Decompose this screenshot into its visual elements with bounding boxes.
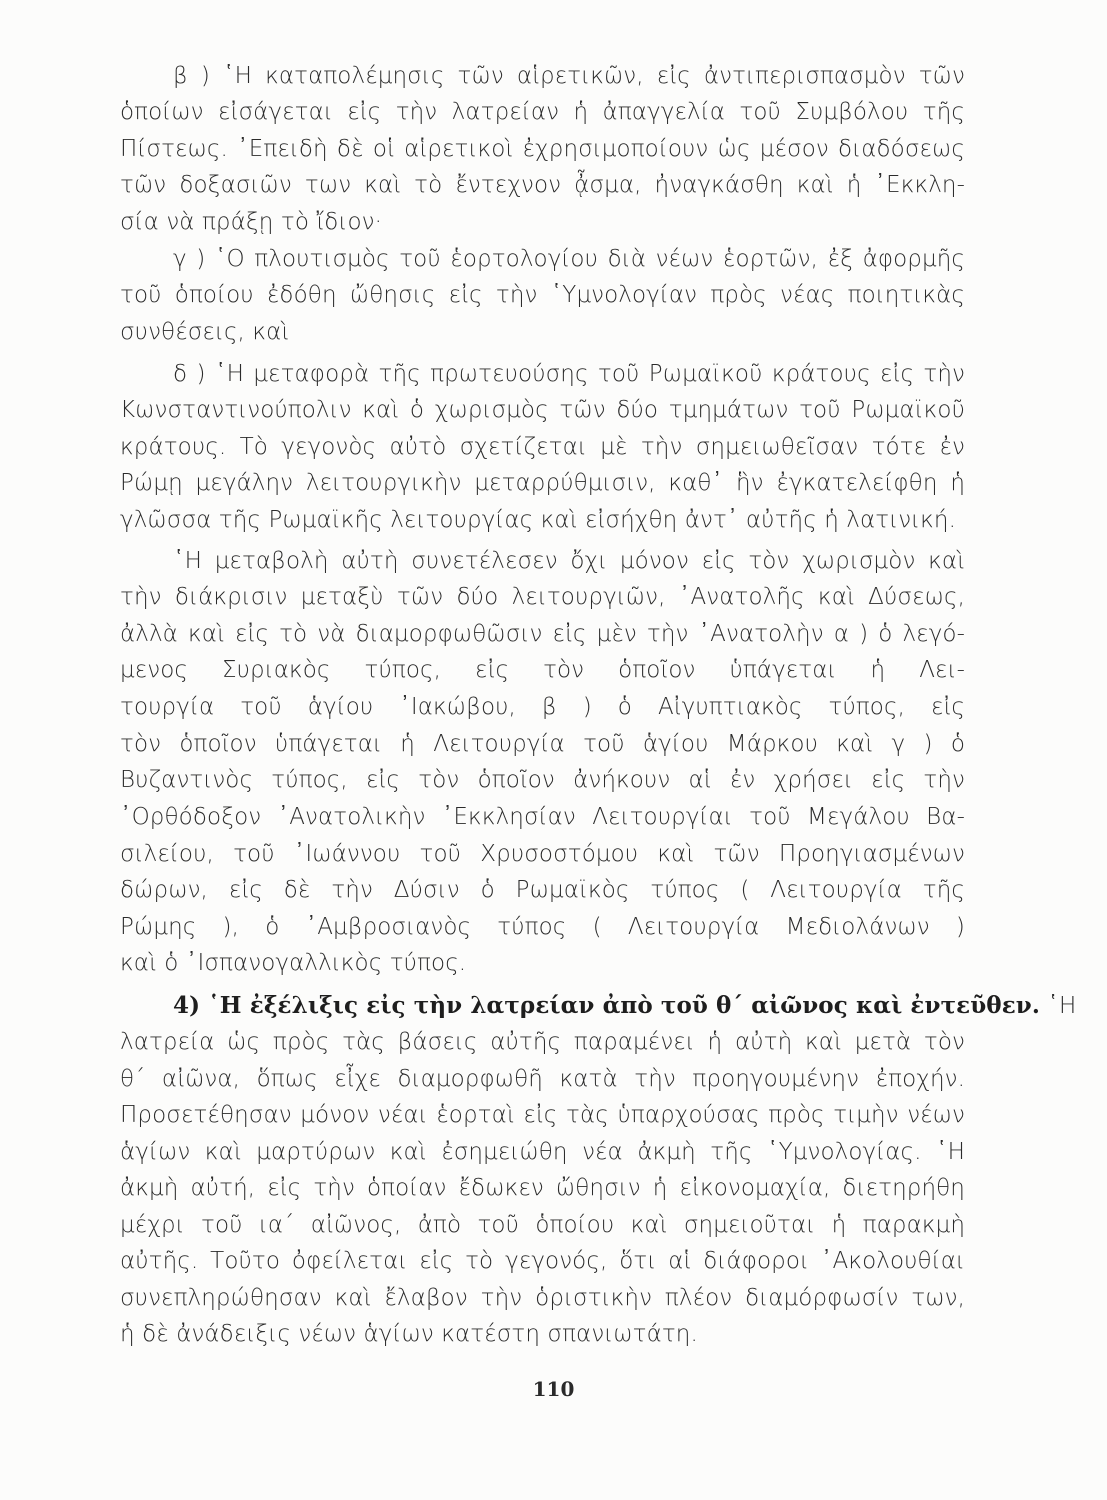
text-line: δώρων, εἰς δὲ τὴν Δύσιν ὁ Ρωμαϊκὸς τύπος ( Λειτουργία τῆς <box>120 877 965 903</box>
text-line: γ ) ῾Ο πλουτισμὸς τοῦ ἑορτολογίου διὰ νέων ἑορτῶν, ἐξ ἀφορμῆς <box>173 246 965 272</box>
text-line: κράτους. Τὸ γεγονὸς αὐτὸ σχετίζεται μὲ τὴν σημειωθεῖσαν τότε ἐν <box>120 434 965 460</box>
page-number: 110 <box>532 1377 575 1401</box>
text-line: ἁγίων καὶ μαρτύρων καὶ ἐσημειώθη νέα ἀκμὴ τῆς ῾Υμνολογίας. ῾Η <box>120 1139 965 1165</box>
text-line: Πίστεως. ᾿Επειδὴ δὲ οἱ αἱρετικοὶ ἐχρησιμοποίουν ὡς μέσον διαδόσεως <box>120 136 965 162</box>
text-line: Ρώμης ), ὁ ᾿Αμβροσιανὸς τύπος ( Λειτουργία Μεδιολάνων ) <box>120 914 965 940</box>
text-line: ἡ δὲ ἀνάδειξις νέων ἁγίων κατέστη σπανιωτάτη. <box>120 1321 698 1347</box>
text-line: Βυζαντινὸς τύπος, εἰς τὸν ὁποῖον ἀνήκουν αἱ ἐν χρήσει εἰς τὴν <box>120 767 965 793</box>
text-line: τὴν διάκρισιν μεταξὺ τῶν δύο λειτουργιῶν, ᾿Ανατολῆς καὶ Δύσεως, <box>120 584 965 610</box>
text-line: θ΄ αἰῶνα, ὅπως εἶχε διαμορφωθῆ κατὰ τὴν προηγουμένην ἐποχήν. <box>120 1066 965 1092</box>
text-line: ὁποίων εἰσάγεται εἰς τὴν λατρείαν ἡ ἀπαγγελία τοῦ Συμβόλου τῆς <box>120 99 965 125</box>
text-line: τὸν ὁποῖον ὑπάγεται ἡ Λειτουργία τοῦ ἁγίου Μάρκου καὶ γ ) ὁ <box>120 731 965 757</box>
text-line: σία νὰ πράξῃ τὸ ἴδιον· <box>120 209 383 235</box>
section-heading: 4) ῾Η ἐξέλιξις εἰς τὴν λατρείαν ἀπὸ τοῦ θ΄ αἰῶνος καὶ ἐντεῦθεν. <box>173 992 1040 1019</box>
text-line: ἀκμὴ αὐτή, εἰς τὴν ὁποίαν ἔδωκεν ὤθησιν ἡ εἰκονομαχία, διετηρήθη <box>120 1175 965 1201</box>
text-line: τοῦ ὁποίου ἐδόθη ὤθησις εἰς τὴν ῾Υμνολογίαν πρὸς νέας ποιητικὰς <box>120 282 965 308</box>
text-line: δ ) ῾Η μεταφορὰ τῆς πρωτευούσης τοῦ Ρωμαϊκοῦ κράτους εἰς τὴν <box>173 361 965 387</box>
section-heading-line <box>120 990 1077 1022</box>
text-line: ῾Η μεταβολὴ αὐτὴ συνετέλεσεν ὄχι μόνον εἰς τὸν χωρισμὸν καὶ <box>173 548 965 574</box>
text-line: σιλείου, τοῦ ᾿Ιωάννου τοῦ Χρυσοστόμου καὶ τῶν Προηγιασμένων <box>120 841 965 867</box>
text-line: ἀλλὰ καὶ εἰς τὸ νὰ διαμορφωθῶσιν εἰς μὲν τὴν ᾿Ανατολὴν α ) ὁ λεγό- <box>120 621 965 647</box>
text-line: β ) ῾Η καταπολέμησις τῶν αἱρετικῶν, εἰς ἀντιπερισπασμὸν τῶν <box>173 63 965 89</box>
text-line: καὶ ὁ ᾿Ισπανογαλλικὸς τύπος. <box>120 950 467 976</box>
text-line: Ρώμῃ μεγάλην λειτουργικὴν μεταρρύθμισιν, καθ᾿ ἣν ἐγκατελείφθη ἡ <box>120 470 965 496</box>
text-line: συνθέσεις, καὶ <box>120 319 290 345</box>
text-line: Κωνσταντινούπολιν καὶ ὁ χωρισμὸς τῶν δύο τμημάτων τοῦ Ρωμαϊκοῦ <box>120 397 965 423</box>
text-line: μέχρι τοῦ ια΄ αἰῶνος, ἀπὸ τοῦ ὁποίου καὶ σημειοῦται ἡ παρακμὴ <box>120 1212 965 1238</box>
text-line: λατρεία ὡς πρὸς τὰς βάσεις αὐτῆς παραμένει ἡ αὐτὴ καὶ μετὰ τὸν <box>120 1029 965 1055</box>
text-line: τῶν δοξασιῶν των καὶ τὸ ἔντεχνον ᾆσμα, ἠναγκάσθη καὶ ἡ ᾿Εκκλη- <box>120 172 965 198</box>
text-line: ᾿Ορθόδοξον ᾿Ανατολικὴν ᾿Εκκλησίαν Λειτουργίαι τοῦ Μεγάλου Βα- <box>120 804 965 830</box>
text-line: τουργία τοῦ ἁγίου ᾿Ιακώβου, β ) ὁ Αἰγυπτιακὸς τύπος, εἰς <box>120 694 965 720</box>
text-fragment: ῾Η <box>1047 993 1077 1019</box>
text-line: μενος Συριακὸς τύπος, εἰς τὸν ὁποῖον ὑπάγεται ἡ Λει- <box>120 657 965 683</box>
text-line: Προσετέθησαν μόνον νέαι ἑορταὶ εἰς τὰς ὑπαρχούσας πρὸς τιμὴν νέων <box>120 1102 965 1128</box>
text-line: γλῶσσα τῆς Ρωμαϊκῆς λειτουργίας καὶ εἰσήχθη ἀντ᾿ αὐτῆς ἡ λατινική. <box>120 507 957 533</box>
text-line: αὐτῆς. Τοῦτο ὀφείλεται εἰς τὸ γεγονός, ὅτι αἱ διάφοροι ᾿Ακολουθίαι <box>120 1248 965 1274</box>
text-line: συνεπληρώθησαν καὶ ἔλαβον τὴν ὁριστικὴν πλέον διαμόρφωσίν των, <box>120 1285 965 1311</box>
